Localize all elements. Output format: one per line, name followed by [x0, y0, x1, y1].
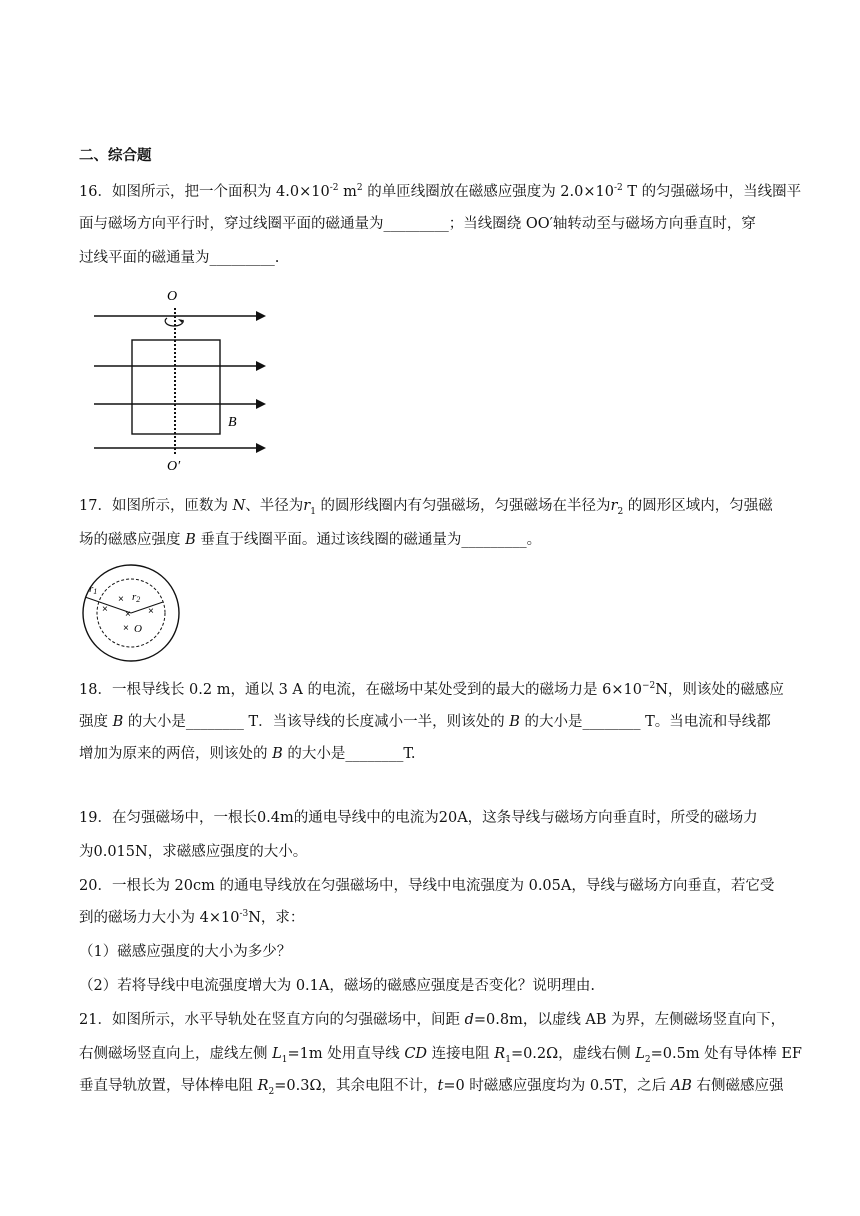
q21-line-3: 垂直导轨放置，导体棒电阻 $R_2=0.3\Omega$，其余电阻不计，t=0 时磁感应强度均为 0.5T，之后 AB 右侧磁感应强 [79, 1078, 784, 1097]
coil-square [132, 340, 220, 434]
svg-text:O: O [134, 623, 142, 635]
section-title: 二、综合题 [79, 148, 152, 164]
q18-line-3: 增加为原来的两倍，则该处的 B 的大小是________T. [79, 746, 416, 762]
q16-line-2: 面与磁场方向平行时，穿过线圈平面的磁通量为_________；当线圈绕 OO′轴转动至与磁场方向垂直时，穿 [79, 216, 756, 232]
svg-text:×: × [102, 604, 108, 615]
q18-line-1: 18．一根导线长 0.2 m，通以 3 A 的电流，在磁场中某处受到的最大的磁场力是 $6\times 10^{-2}N$，则该处的磁感应 [79, 681, 784, 698]
q16-figure-magnetic-field-coil [88, 282, 274, 472]
q21-line-1: 21．如图所示，水平导轨处在竖直方向的匀强磁场中，间距 d=0.8m，以虚线 AB 为界，左侧磁场竖直向下， [79, 1012, 786, 1028]
q20-line-2: 到的磁场力大小为 $4\times 10^{-3}N$，求： [79, 909, 305, 926]
q20-line-4: （2）若将导线中电流强度增大为 0.1A，磁场的磁感应强度是否变化？说明理由. [79, 978, 595, 994]
svg-text:r2: r2 [132, 591, 141, 604]
q21-line-2: 右侧磁场竖直向上，虚线左侧 $L_1=1m$ 处用直导线 CD 连接电阻 $R_1=0.2\Omega$，虚线右侧 $L_2=0.5m$ 处有导体棒 EF [79, 1046, 802, 1065]
svg-text:×: × [148, 606, 154, 617]
q17-line-2: 场的磁感应强度 B 垂直于线圈平面。通过该线圈的磁通量为_________。 [79, 532, 542, 548]
q20-line-1: 20．一根长为 20cm 的通电导线放在匀强磁场中，导线中电流强度为 0.05A，导线与磁场方向垂直，若它受 [79, 878, 775, 894]
svg-text:×: × [125, 609, 131, 620]
field-label-b: B [228, 415, 237, 430]
axis-label-o: O [167, 289, 178, 304]
axis-label-o-prime: O′ [167, 459, 181, 472]
q16-line-3: 过线平面的磁通量为_________. [79, 250, 280, 266]
svg-text:×: × [118, 594, 124, 605]
q17-figure-circular-coil [80, 562, 182, 664]
q18-line-2: 强度 B 的大小是________ T．当该导线的长度减小一半，则该处的 B 的大小是________ T。当电流和导线都 [79, 714, 771, 730]
q19-line-2: 为0.015N，求磁感应强度的大小。 [79, 844, 308, 860]
q20-line-3: （1）磁感应强度的大小为多少？ [79, 944, 292, 960]
q19-line-1: 19．在匀强磁场中，一根长0.4m的通电导线中的电流为20A，这条导线与磁场方向垂直时，所受的磁场力 [79, 810, 758, 826]
q17-line-1: 17．如图所示，匝数为 N、半径为$r_1$ 的圆形线圈内有匀强磁场，匀强磁场在半径为$r_2$ 的圆形区域内，匀强磁 [79, 498, 773, 517]
q16-line-1: 16．如图所示，把一个面积为 $4.0\times 10^{-2}$ $m^2$ 的单匝线圈放在磁感应强度为 $2.0\times 10^{-2}$ T 的匀强磁场中，当线圈平 [79, 183, 802, 200]
svg-text:r1: r1 [89, 583, 98, 596]
svg-text:×: × [123, 623, 129, 634]
